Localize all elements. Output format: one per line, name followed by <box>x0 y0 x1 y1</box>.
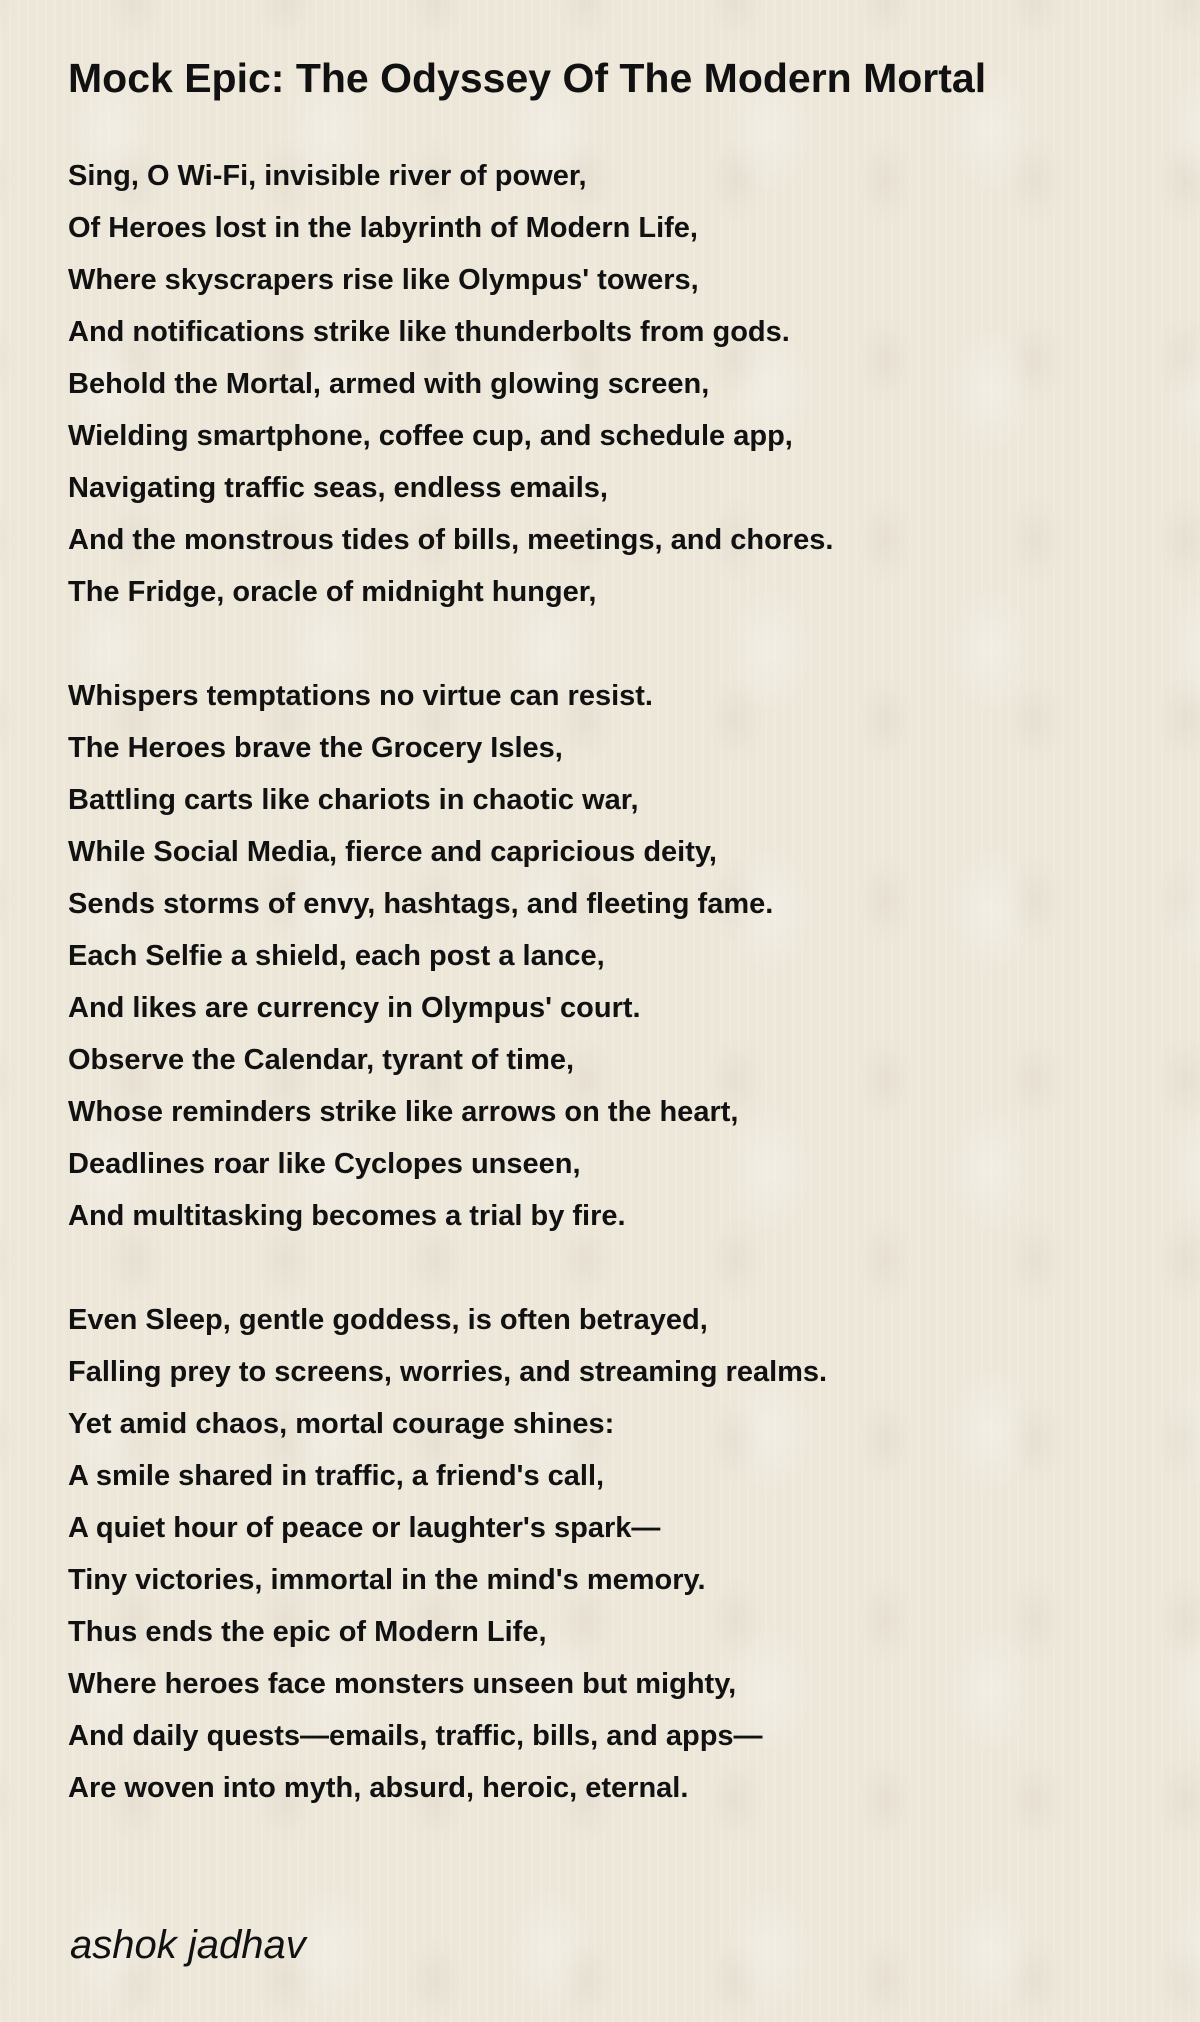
poem-line: A smile shared in traffic, a friend's call, <box>68 1460 605 1492</box>
poem-line: Each Selfie a shield, each post a lance, <box>68 940 605 972</box>
poem-line: And the monstrous tides of bills, meetings, and chores. <box>68 524 834 556</box>
poem-title: Mock Epic: The Odyssey Of The Modern Mortal <box>68 55 987 101</box>
poem-line: Behold the Mortal, armed with glowing screen, <box>68 368 710 400</box>
poem-line: Navigating traffic seas, endless emails, <box>68 472 608 504</box>
poem-line: The Heroes brave the Grocery Isles, <box>68 732 563 764</box>
poem-line: Of Heroes lost in the labyrinth of Modern Life, <box>68 212 698 244</box>
poem-line: Where heroes face monsters unseen but mighty, <box>68 1668 737 1700</box>
stanza-1 <box>68 150 833 618</box>
poem-author: ashok jadhav <box>70 1923 306 1967</box>
poem-line: And notifications strike like thunderbolts from gods. <box>68 316 790 348</box>
poem-line: Whispers temptations no virtue can resist. <box>68 680 653 712</box>
poem-line: The Fridge, oracle of midnight hunger, <box>68 576 597 608</box>
poem-line: Sing, O Wi-Fi, invisible river of power, <box>68 160 587 192</box>
poem-line: Even Sleep, gentle goddess, is often betrayed, <box>68 1304 708 1336</box>
poem-line: A quiet hour of peace or laughter's spark— <box>68 1512 661 1544</box>
poem-line: And daily quests—emails, traffic, bills, and apps— <box>68 1720 763 1752</box>
poem-line: Wielding smartphone, coffee cup, and schedule app, <box>68 420 793 452</box>
poem-line: And multitasking becomes a trial by fire. <box>68 1200 626 1232</box>
stanza-2 <box>68 670 833 1242</box>
poem-body <box>68 150 833 1814</box>
poem-line: While Social Media, fierce and capricious deity, <box>68 836 717 868</box>
poem-line: Where skyscrapers rise like Olympus' towers, <box>68 264 699 296</box>
poem-line: Yet amid chaos, mortal courage shines: <box>68 1408 615 1440</box>
poem-line: Observe the Calendar, tyrant of time, <box>68 1044 575 1076</box>
poem-line: Are woven into myth, absurd, heroic, eternal. <box>68 1772 689 1804</box>
poem-line: And likes are currency in Olympus' court. <box>68 992 641 1024</box>
stanza-3 <box>68 1294 833 1814</box>
poem-line: Tiny victories, immortal in the mind's memory. <box>68 1564 706 1596</box>
poem-line: Battling carts like chariots in chaotic war, <box>68 784 639 816</box>
poem-line: Sends storms of envy, hashtags, and fleeting fame. <box>68 888 774 920</box>
poem-line: Deadlines roar like Cyclopes unseen, <box>68 1148 581 1180</box>
poem-line: Whose reminders strike like arrows on the heart, <box>68 1096 739 1128</box>
poem-line: Falling prey to screens, worries, and streaming realms. <box>68 1356 828 1388</box>
poem-line: Thus ends the epic of Modern Life, <box>68 1616 547 1648</box>
